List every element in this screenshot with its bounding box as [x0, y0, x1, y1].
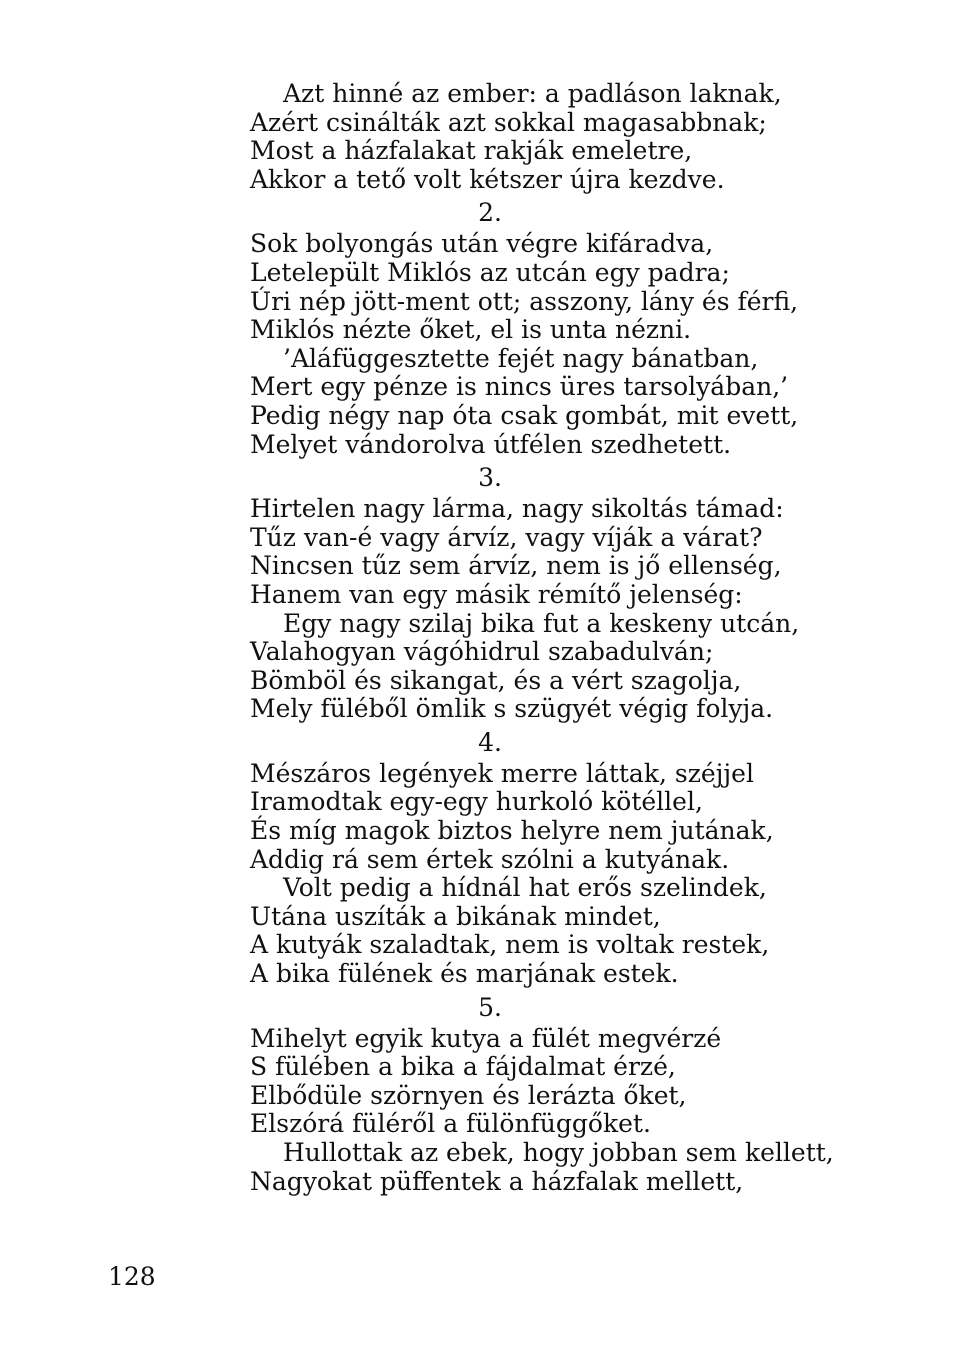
stanza — [250, 760, 890, 989]
verse-line: Most a házfalakat rakják emeletre, — [250, 136, 693, 166]
verse-line: Mely füléből ömlik s szügyét végig folyja. — [250, 694, 774, 724]
verse-line: Pedig négy nap óta csak gombát, mit evett, — [250, 400, 799, 430]
verse-line: Hullottak az ebek, hogy jobban sem kellett, — [283, 1138, 834, 1167]
verse-line: Mészáros legények merre láttak, széjjel — [250, 758, 754, 788]
verse-line: Mihelyt egyik kutya a fülét megvérzé — [250, 1023, 722, 1053]
section-number: 5. — [478, 992, 502, 1022]
verse-line: Azt hinné az ember: a padláson laknak, — [283, 79, 782, 108]
verse-line: Miklós nézte őket, el is unta nézni. — [250, 315, 692, 345]
stanza — [250, 1025, 890, 1197]
verse-line: A bika fülének és marjának estek. — [250, 959, 679, 989]
verse-line: Tűz van-é vagy árvíz, vagy víják a várat? — [250, 522, 763, 552]
verse-line: Úri nép jött-ment ott; asszony, lány és férfi, — [250, 286, 799, 316]
verse-line: Addig rá sem értek szólni a kutyának. — [250, 844, 730, 874]
verse-line: Azért csinálták azt sokkal magasabbnak; — [250, 107, 767, 137]
stanza — [250, 80, 890, 194]
verse-line: Nincsen tűz sem árvíz, nem is jő ellenség, — [250, 551, 782, 581]
verse-line: S fülében a bika a fájdalmat érzé, — [250, 1052, 676, 1082]
verse-line: Elszórá füléről a fülönfüggőket. — [250, 1109, 651, 1139]
verse-line: Sok bolyongás után végre kifáradva, — [250, 229, 714, 259]
verse-line: Hirtelen nagy lárma, nagy sikoltás támad: — [250, 494, 784, 524]
verse-line: Letelepült Miklós az utcán egy padra; — [250, 257, 730, 287]
verse-line: Utána uszíták a bikának mindet, — [250, 901, 661, 931]
verse-line: A kutyák szaladtak, nem is voltak restek, — [250, 930, 770, 960]
section-number: 3. — [478, 463, 502, 493]
verse-line: Bömböl és sikangat, és a vért szagolja, — [250, 665, 742, 695]
verse-line: Elbődüle szörnyen és lerázta őket, — [250, 1080, 687, 1110]
verse-line: És míg magok biztos helyre nem jutának, — [250, 816, 774, 846]
verse-line: Volt pedig a hídnál hat erős szelindek, — [283, 873, 767, 903]
page-number: 128 — [108, 1262, 156, 1291]
verse-line: Valahogyan vágóhidrul szabadulván; — [250, 637, 714, 667]
stanza — [250, 230, 890, 459]
verse-line: Iramodtak egy-egy hurkoló kötéllel, — [250, 787, 703, 817]
verse-line: Akkor a tető volt kétszer újra kezdve. — [250, 164, 725, 194]
section-number: 2. — [478, 198, 502, 228]
verse-line: Melyet vándorolva útfélen szedhetett. — [250, 429, 732, 459]
verse-line: Hanem van egy másik rémítő jelenség: — [250, 579, 743, 609]
verse-line: Mert egy pénze is nincs üres tarsolyában,’ — [250, 372, 789, 402]
verse-line: Egy nagy szilaj bika fut a keskeny utcán, — [283, 608, 800, 638]
stanza — [250, 495, 890, 724]
poem-body — [250, 80, 890, 1196]
section-number: 4. — [478, 727, 502, 757]
verse-line: ’Aláfüggesztette fejét nagy bánatban, — [283, 343, 759, 373]
verse-line: Nagyokat püffentek a házfalak mellett, — [250, 1166, 744, 1196]
